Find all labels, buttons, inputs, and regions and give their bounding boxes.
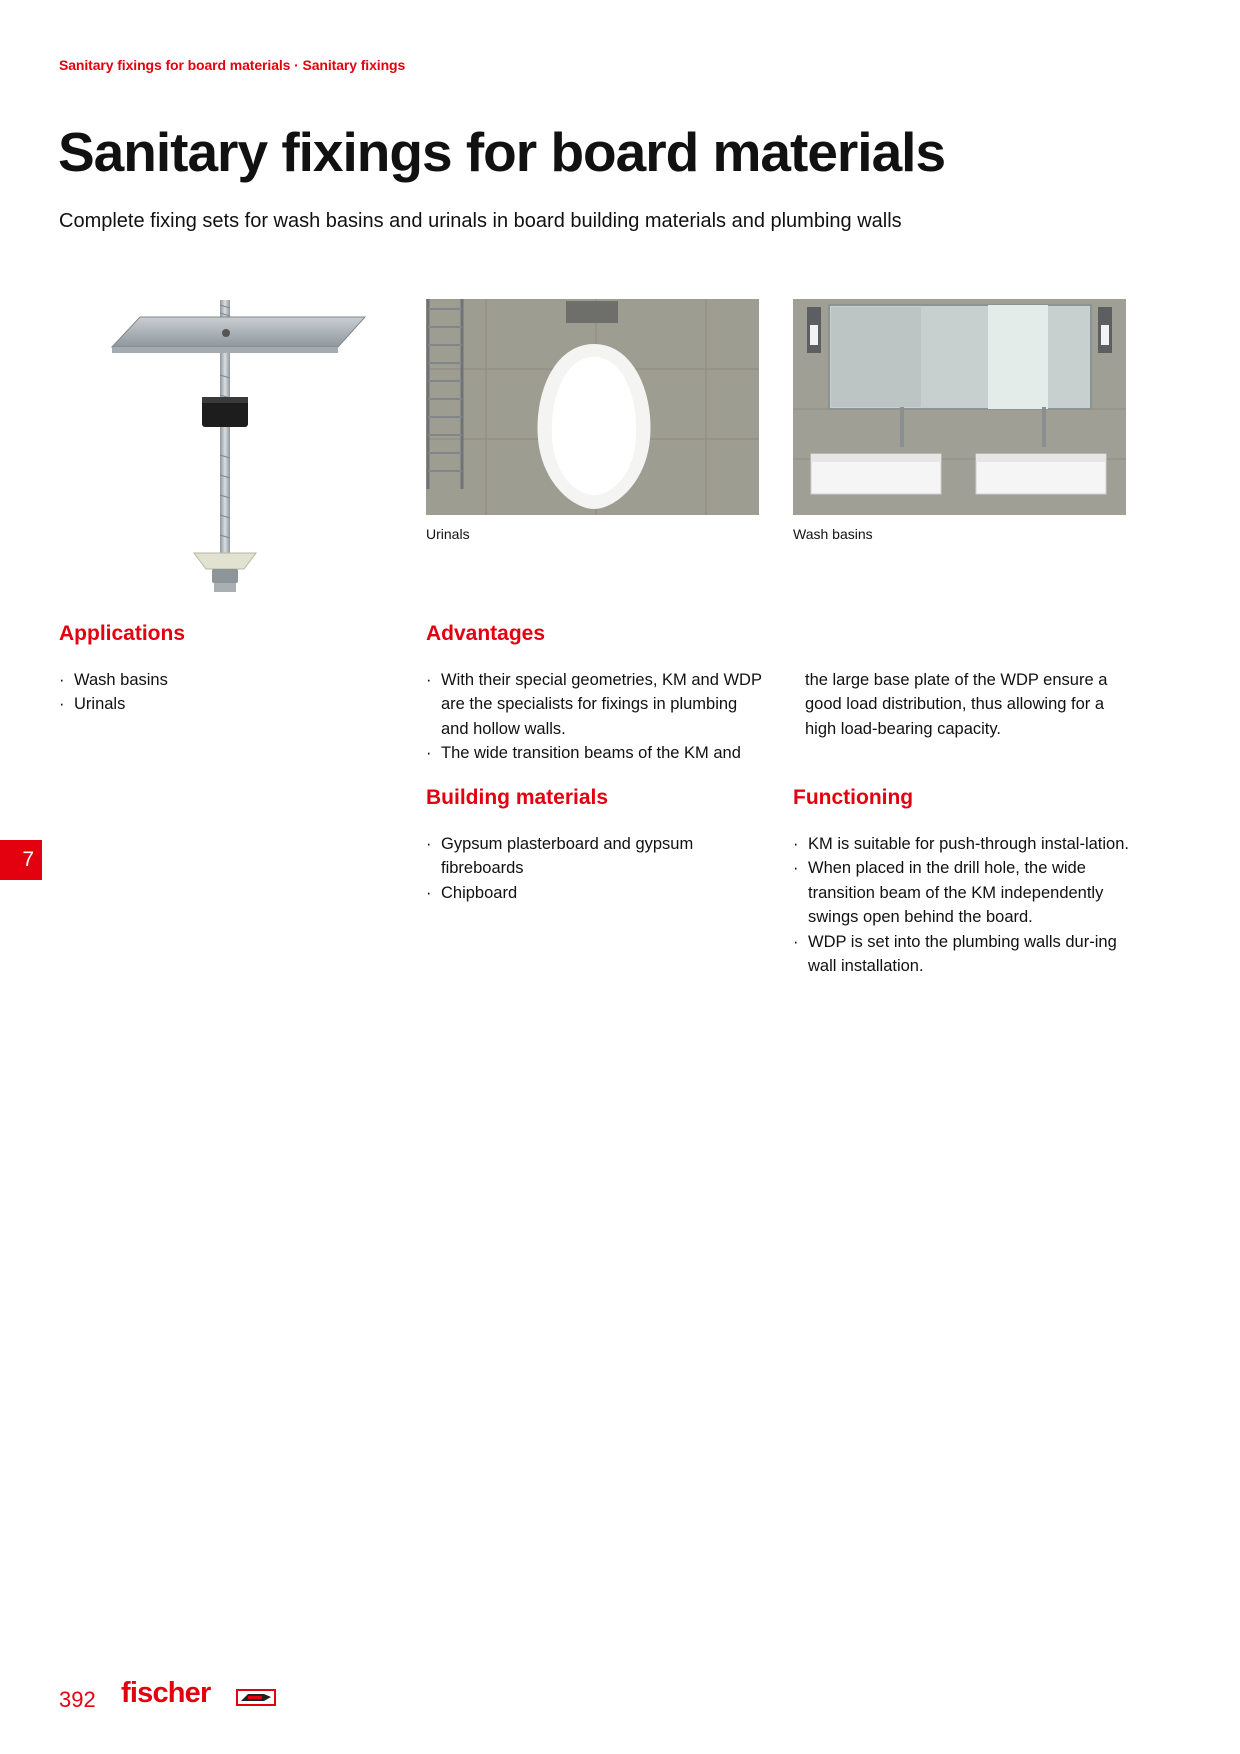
fischer-logo-icon bbox=[236, 1689, 276, 1706]
list-item: · Chipboard bbox=[426, 881, 726, 905]
advantages-heading: Advantages bbox=[426, 622, 546, 645]
chapter-tab[interactable]: 7 bbox=[0, 840, 42, 880]
page-title: Sanitary fixings for board materials bbox=[58, 121, 946, 183]
building-materials-heading: Building materials bbox=[426, 786, 609, 809]
advantages-list bbox=[426, 668, 766, 766]
advantages-continuation: the large base plate of the WDP ensure a good load distribution, thus allowing for a high load-bearing capacity. bbox=[805, 671, 1108, 738]
list-item: · Gypsum plasterboard and gypsum fibreboards bbox=[426, 832, 726, 881]
breadcrumb: Sanitary fixings for board materials · Sanitary fixings bbox=[59, 57, 406, 73]
applications-heading: Applications bbox=[59, 622, 186, 645]
functioning-list bbox=[793, 832, 1138, 978]
page-subtitle: Complete fixing sets for wash basins and urinals in board building materials and plumbing walls bbox=[59, 210, 902, 232]
urinal-caption: Urinals bbox=[426, 526, 470, 542]
wash-basin-photo bbox=[793, 299, 1126, 515]
list-item: · When placed in the drill hole, the wide transition beam of the KM independently swings open behind the board. bbox=[793, 856, 1138, 929]
brand-logo: fischer bbox=[121, 1677, 211, 1709]
list-item: · WDP is set into the plumbing walls dur-ing wall installation. bbox=[793, 930, 1138, 979]
list-item: · KM is suitable for push-through instal-lation. bbox=[793, 832, 1138, 856]
list-item: · Wash basins bbox=[59, 668, 379, 692]
wash-basin-caption: Wash basins bbox=[793, 526, 873, 542]
functioning-heading: Functioning bbox=[793, 786, 914, 809]
building-materials-list bbox=[426, 832, 726, 905]
list-item: · The wide transition beams of the KM and bbox=[426, 741, 766, 765]
applications-list bbox=[59, 668, 379, 717]
list-item: · With their special geometries, KM and WDP are the specialists for fixings in plumbing and hollow walls. bbox=[426, 668, 766, 741]
product-photo bbox=[110, 295, 370, 595]
urinal-photo bbox=[426, 299, 759, 515]
list-item: · Urinals bbox=[59, 692, 379, 716]
page-number: 392 bbox=[59, 1687, 96, 1712]
